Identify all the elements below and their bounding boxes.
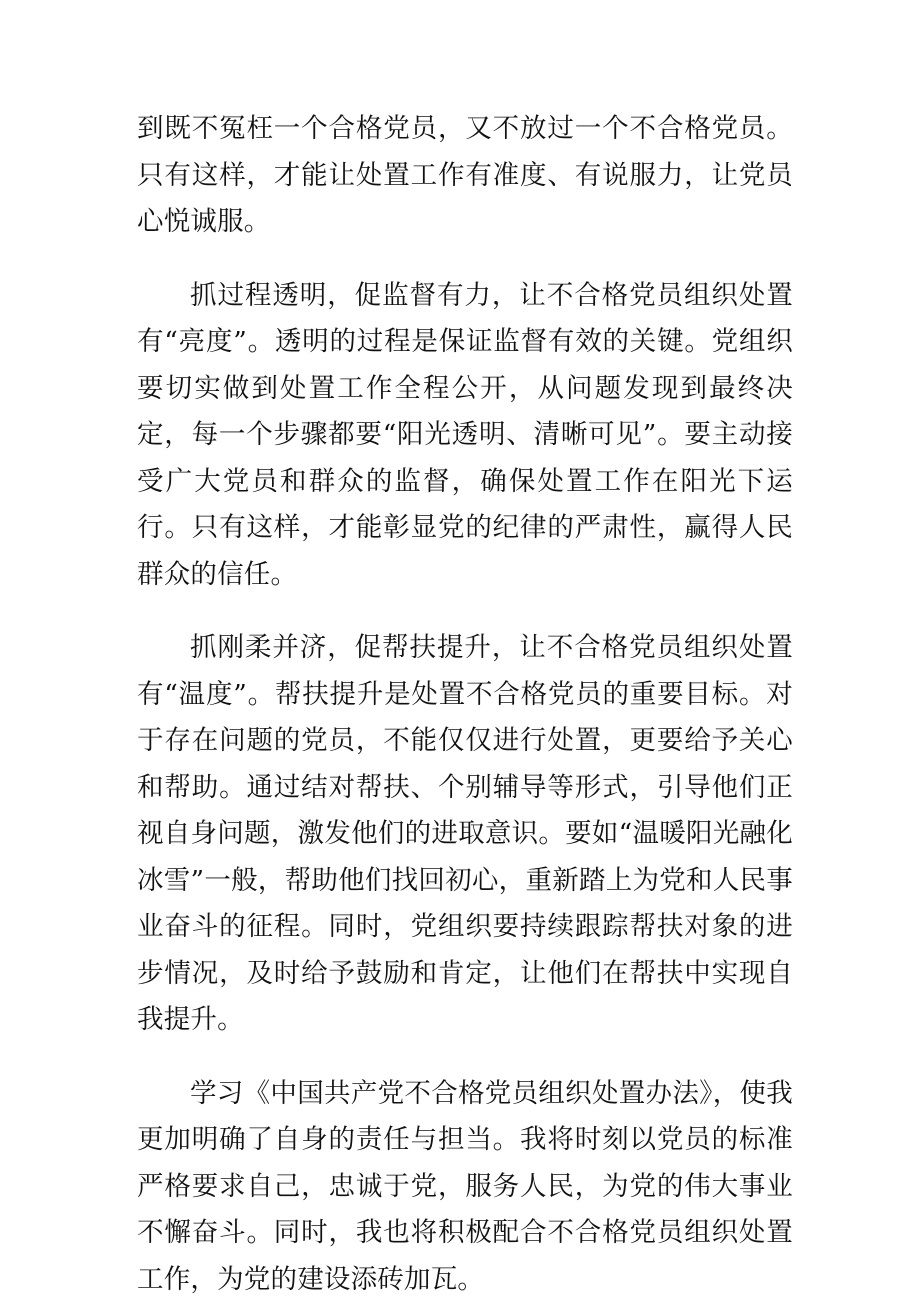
paragraph-conclusion: 学习《中国共产党不合格党员组织处置办法》，使我更加明确了自身的责任与担当。我将时刻以党员的标准严格要求自己，忠诚于党，服务人民，为党的伟大事业不懈奋斗。同时，我也将积极配合不合格党员组织处置工作，为党的建设添砖加瓦。 xyxy=(137,1071,793,1303)
paragraph-assistance: 抓刚柔并济，促帮扶提升，让不合格党员组织处置有“温度”。帮扶提升是处置不合格党员的重要目标。对于存在问题的党员，不能仅仅进行处置，更要给予关心和帮助。通过结对帮扶、个别辅导等形式，引导他们正视自身问题，激发他们的进取意识。要如“温暖阳光融化冰雪”一般，帮助他们找回初心，重新踏上为党和人民事业奋斗的征程。同时，党组织要持续跟踪帮扶对象的进步情况，及时给予鼓励和肯定，让他们在帮扶中实现自我提升。 xyxy=(137,625,793,1044)
paragraph-transparency: 抓过程透明，促监督有力，让不合格党员组织处置有“亮度”。透明的过程是保证监督有效的关键。党组织要切实做到处置工作全程公开，从问题发现到最终决定，每一个步骤都要“阳光透明、清晰可见”。要主动接受广大党员和群众的监督，确保处置工作在阳光下运行。只有这样，才能彰显党的纪律的严肃性，赢得人民群众的信任。 xyxy=(137,273,793,599)
paragraph-continuation: 到既不冤枉一个合格党员，又不放过一个不合格党员。只有这样，才能让处置工作有准度、有说服力，让党员心悦诚服。 xyxy=(137,106,793,246)
document-body xyxy=(137,106,793,1303)
